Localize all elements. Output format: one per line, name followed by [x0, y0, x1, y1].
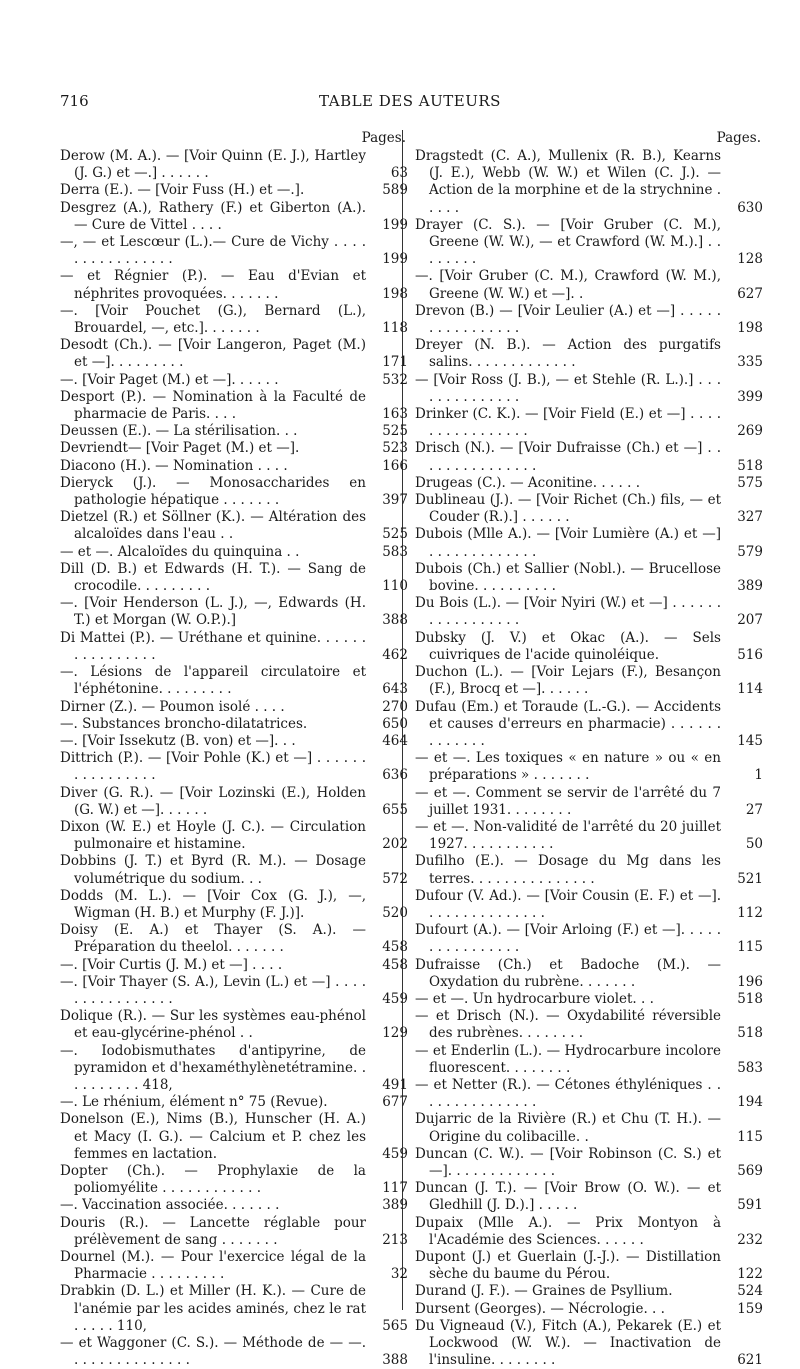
- entry-text: Dieryck (J.). — Monosaccharides en pathologie hépatique . . . . . . .: [60, 474, 366, 509]
- index-entry: [60, 888, 408, 922]
- index-entry: [415, 1043, 763, 1077]
- entry-page-number: 335: [737, 354, 763, 371]
- index-entry: [415, 1283, 763, 1300]
- index-entry: [60, 234, 408, 268]
- index-entry: [415, 1111, 763, 1145]
- entry-page-number: 579: [737, 543, 763, 560]
- entry-text: Dursent (Georges). — Nécrologie. . .: [415, 1300, 665, 1317]
- entry-text: Dragstedt (C. A.), Mullenix (R. B.), Kearns (J. E.), Webb (W. W.) et Wilen (C. J.). — Action de la morphine et de la strychnine . . . . .: [415, 148, 722, 216]
- entry-page-number: 128: [737, 251, 763, 268]
- index-entry: [415, 440, 763, 474]
- entry-text: —. [Voir Paget (M.) et —]. . . . . .: [60, 371, 279, 388]
- entry-text: Dournel (M.). — Pour l'exercice légal de la Pharmacie . . . . . . . . .: [60, 1249, 366, 1283]
- index-entry: [60, 853, 408, 887]
- entry-page-number: 518: [737, 990, 763, 1007]
- index-entry: [415, 475, 763, 492]
- entry-text: Du Vigneaud (V.), Fitch (A.), Pekarek (E.) et Lockwood (W. W.). — Inactivation de l'insuline. . . . . . . .: [415, 1317, 721, 1369]
- index-entry: [60, 785, 408, 819]
- entry-text: Dubsky (J. V.) et Okac (A.). — Sels cuivriques de l'acide quinoléique.: [415, 629, 721, 663]
- entry-page-number: 458: [382, 956, 408, 973]
- entry-page-number: 207: [737, 612, 763, 629]
- entry-page-number: 199: [382, 216, 408, 233]
- entry-text: Dubois (Ch.) et Sallier (Nobl.). — Brucellose bovine. . . . . . . . . .: [415, 560, 721, 595]
- entry-page-number: 270: [382, 698, 408, 715]
- entry-text: Di Mattei (P.). — Uréthane et quinine. . . . . . . . . . . . . . . .: [60, 629, 366, 663]
- entry-text: Deussen (E.). — La stérilisation. . .: [60, 423, 298, 440]
- entry-page-number: 159: [737, 1300, 763, 1317]
- index-entry: [415, 991, 763, 1008]
- entry-page-number: 523: [382, 440, 408, 457]
- entry-page-number: 32: [390, 1266, 408, 1283]
- entry-text: Desodt (Ch.). — [Voir Langeron, Paget (M.) et —]. . . . . . . . .: [60, 337, 366, 371]
- entry-page-number: 399: [737, 388, 763, 405]
- index-entry: [60, 303, 408, 337]
- index-entry: [415, 1301, 763, 1318]
- entry-text: Derra (E.). — [Voir Fuss (H.) et —.].: [60, 182, 305, 199]
- entry-page-number: 112: [737, 904, 763, 921]
- entry-text: —. Lésions de l'appareil circulatoire et l'éphétonine. . . . . . . . .: [60, 664, 366, 698]
- entry-page-number: 269: [737, 423, 763, 440]
- entry-page-number: 213: [382, 1231, 408, 1248]
- index-entry: [415, 1008, 763, 1042]
- index-entry: [415, 526, 763, 560]
- entry-page-number: 569: [737, 1162, 763, 1179]
- index-entry: [415, 1146, 763, 1180]
- entry-text: — et Waggoner (C. S.). — Méthode de — —. . . . . . . . . . . . . . .: [60, 1335, 366, 1369]
- index-entry: [60, 974, 408, 1008]
- entry-page-number: 388: [382, 612, 408, 629]
- entry-text: Dietzel (R.) et Söllner (K.). — Altération des alcaloïdes dans l'eau . .: [60, 509, 366, 543]
- entry-text: Diver (G. R.). — [Voir Lozinski (E.), Holden (G. W.) et —]. . . . . .: [60, 784, 366, 818]
- entry-text: Dupont (J.) et Guerlain (J.-J.). — Distillation sèche du baume du Pérou.: [415, 1249, 721, 1283]
- entry-text: Dopter (Ch.). — Prophylaxie de la poliomyélite . . . . . . . . . . . .: [60, 1162, 366, 1197]
- entry-page-number: 462: [382, 646, 408, 663]
- entry-text: Durand (J. F.). — Graines de Psyllium.: [415, 1283, 673, 1300]
- index-entry: [60, 1043, 408, 1095]
- entry-page-number: 516: [737, 646, 763, 663]
- entry-page-number: 583: [737, 1059, 763, 1076]
- entry-text: Dujarric de la Rivière (R.) et Chu (T. H.). — Origine du colibacille. .: [415, 1111, 721, 1145]
- entry-text: —. Vaccination associée. . . . . . .: [60, 1197, 280, 1214]
- entry-text: Dill (D. B.) et Edwards (H. T.). — Sang de crocodile. . . . . . . . .: [60, 560, 366, 595]
- entry-page-number: 196: [737, 973, 763, 990]
- entry-page-number: 194: [737, 1094, 763, 1111]
- entry-text: Duncan (C. W.). — [Voir Robinson (C. S.) et —]. . . . . . . . . . . . .: [415, 1145, 721, 1179]
- index-entry: [60, 1197, 408, 1214]
- entry-text: Duncan (J. T.). — [Voir Brow (O. W.). — et Gledhill (J. D.).] . . . . .: [415, 1180, 721, 1214]
- index-entry: [415, 1249, 763, 1283]
- entry-page-number: 118: [382, 320, 408, 337]
- entry-text: Dirner (Z.). — Poumon isolé . . . .: [60, 698, 285, 715]
- entry-page-number: 572: [382, 870, 408, 887]
- index-entry: [60, 750, 408, 784]
- entry-page-number: 114: [737, 681, 763, 698]
- entry-page-number: 50: [745, 836, 763, 853]
- index-entry: [60, 1111, 408, 1163]
- entry-page-number: 202: [382, 836, 408, 853]
- pages-column-label: Pages.: [361, 130, 406, 146]
- entry-page-number: 198: [737, 320, 763, 337]
- index-entry: [60, 475, 408, 509]
- entry-page-number: 1: [754, 767, 763, 784]
- index-entry: [60, 423, 408, 440]
- entry-text: Du Bois (L.). — [Voir Nyiri (W.) et —] . . . . . . . . . . . . . . . . .: [415, 595, 721, 629]
- index-entry: [60, 733, 408, 750]
- index-entry: [60, 664, 408, 698]
- entry-page-number: 163: [382, 406, 408, 423]
- index-entry: [415, 406, 763, 440]
- index-entry: [60, 1215, 408, 1249]
- index-entry: [415, 337, 763, 371]
- index-entry: [415, 1318, 763, 1369]
- entry-text: — et —. Les toxiques « en nature » ou « en préparations » . . . . . . .: [415, 750, 721, 784]
- entry-page-number: 464: [382, 732, 408, 749]
- entry-text: Drugeas (C.). — Aconitine. . . . . .: [415, 474, 640, 491]
- entry-page-number: 122: [737, 1266, 763, 1283]
- entry-text: — et Régnier (P.). — Eau d'Evian et néphrites provoquées. . . . . . .: [60, 268, 366, 302]
- entry-text: —. [Voir Curtis (J. M.) et —] . . . .: [60, 956, 283, 973]
- entry-page-number: 518: [737, 457, 763, 474]
- pages-column-label: Pages.: [716, 130, 761, 146]
- entry-page-number: 650: [382, 715, 408, 732]
- entry-page-number: 232: [737, 1231, 763, 1248]
- index-entry: [60, 957, 408, 974]
- entry-page-number: 525: [382, 526, 408, 543]
- index-entry: [60, 922, 408, 956]
- index-entry: [60, 1163, 408, 1197]
- index-entry: [60, 182, 408, 199]
- index-entry: [60, 200, 408, 234]
- entry-text: Douris (R.). — Lancette réglable pour prélèvement de sang . . . . . . .: [60, 1214, 366, 1248]
- entry-text: Diacono (H.). — Nomination . . . .: [60, 457, 288, 474]
- index-entry: [60, 1249, 408, 1283]
- index-entry: [60, 509, 408, 543]
- entry-text: —. [Voir Henderson (L. J.), —, Edwards (H. T.) et Morgan (W. O.P.).]: [60, 595, 366, 629]
- entry-text: Dublineau (J.). — [Voir Richet (Ch.) fils, — et Couder (R.).] . . . . . .: [415, 492, 721, 526]
- entry-page-number: 199: [382, 251, 408, 268]
- index-entry: [60, 1008, 408, 1042]
- index-entry: [60, 1283, 408, 1335]
- entry-text: Desgrez (A.), Rathery (F.) et Giberton (A.). — Cure de Vittel . . . .: [60, 199, 366, 233]
- index-entry: [60, 389, 408, 423]
- entry-page-number: 458: [382, 939, 408, 956]
- column-right: [415, 128, 763, 1369]
- entry-page-number: 389: [382, 1197, 408, 1214]
- entry-text: —. Substances broncho-dilatatrices.: [60, 715, 308, 732]
- entry-text: —. [Voir Issekutz (B. von) et —]. . .: [60, 732, 296, 749]
- entry-page-number: 198: [382, 285, 408, 302]
- index-entry-list: [415, 148, 763, 1369]
- entry-text: Dreyer (N. B.). — Action des purgatifs salins. . . . . . . . . . . . .: [415, 337, 721, 371]
- entry-text: — et —. Non-validité de l'arrêté du 20 juillet 1927. . . . . . . . . . .: [415, 818, 721, 853]
- entry-page-number: 459: [382, 1145, 408, 1162]
- index-entry: [60, 716, 408, 733]
- entry-text: —. [Voir Pouchet (G.), Bernard (L.), Brouardel, —, etc.]. . . . . . .: [60, 302, 366, 337]
- index-entry: [60, 595, 408, 629]
- entry-page-number: 591: [737, 1197, 763, 1214]
- entry-text: — et —. Comment se servir de l'arrêté du 7 juillet 1931. . . . . . . .: [415, 784, 721, 818]
- entry-page-number: 521: [737, 870, 763, 887]
- index-entry: [60, 819, 408, 853]
- entry-page-number: 166: [382, 457, 408, 474]
- index-entry: [415, 699, 763, 751]
- index-entry: [415, 922, 763, 956]
- index-entry: [415, 664, 763, 698]
- entry-text: Dufilho (E.). — Dosage du Mg dans les terres. . . . . . . . . . . . . . .: [415, 853, 721, 887]
- entry-page-number: 621: [737, 1352, 763, 1369]
- entry-text: Dobbins (J. T.) et Byrd (R. M.). — Dosage volumétrique du sodium. . .: [60, 853, 366, 887]
- entry-text: — et Enderlin (L.). — Hydrocarbure incolore fluorescent. . . . . . . .: [415, 1042, 721, 1076]
- entry-text: Desport (P.). — Nomination à la Faculté de pharmacie de Paris. . . .: [60, 388, 366, 423]
- index-entry: [60, 268, 408, 302]
- entry-page-number: 565: [382, 1317, 408, 1334]
- entry-text: Dupaix (Mlle A.). — Prix Montyon à l'Académie des Sciences. . . . . .: [415, 1214, 721, 1248]
- index-entry: [415, 957, 763, 991]
- entry-text: Duchon (L.). — [Voir Lejars (F.), Besançon (F.), Brocq et —]. . . . . .: [415, 664, 721, 698]
- entry-text: —, — et Lescœur (L.).— Cure de Vichy . . . . . . . . . . . . . . . .: [60, 234, 366, 268]
- index-entry: [415, 1180, 763, 1214]
- index-entry: [60, 699, 408, 716]
- entry-page-number: 589: [382, 182, 408, 199]
- entry-text: Drayer (C. S.). — [Voir Gruber (C. M.), Greene (W. W.), — et Crawford (W. M.).] . . . . . . . .: [415, 216, 721, 268]
- entry-page-number: 27: [745, 801, 763, 818]
- entry-text: Dubois (Mlle A.). — [Voir Lumière (A.) et —] . . . . . . . . . . . . .: [415, 526, 721, 560]
- index-entry: [415, 785, 763, 819]
- entry-page-number: 520: [382, 904, 408, 921]
- index-entry: [415, 303, 763, 337]
- entry-text: Donelson (E.), Nims (B.), Hunscher (H. A.) et Macy (I. G.). — Calcium et P. chez les femmes en lactation.: [60, 1111, 366, 1162]
- index-entry: [60, 148, 408, 182]
- entry-text: Dixon (W. E.) et Hoyle (J. C.). — Circulation pulmonaire et histamine.: [60, 818, 366, 853]
- running-header: [60, 92, 760, 114]
- running-title: TABLE DES AUTEURS: [319, 92, 501, 110]
- index-entry: [415, 595, 763, 629]
- entry-text: —. [Voir Gruber (C. M.), Crawford (W. M.), Greene (W. W.) et —]. .: [415, 268, 721, 302]
- entry-text: — et Drisch (N.). — Oxydabilité réversible des rubrènes. . . . . . . .: [415, 1008, 721, 1042]
- entry-page-number: 627: [737, 285, 763, 302]
- entry-page-number: 117: [382, 1180, 408, 1197]
- entry-text: Dufraisse (Ch.) et Badoche (M.). — Oxydation du rubrène. . . . . . .: [415, 956, 721, 990]
- index-entry: [60, 561, 408, 595]
- entry-text: —. [Voir Thayer (S. A.), Levin (L.) et —] . . . . . . . . . . . . . . . .: [60, 973, 366, 1007]
- entry-page-number: 145: [737, 732, 763, 749]
- index-entry: [60, 1094, 408, 1111]
- entry-text: Doisy (E. A.) et Thayer (S. A.). — Préparation du theelol. . . . . . .: [60, 922, 366, 956]
- entry-page-number: 459: [382, 990, 408, 1007]
- entry-page-number: 491: [382, 1076, 408, 1093]
- entry-text: Drinker (C. K.). — [Voir Field (E.) et —] . . . . . . . . . . . . . . . .: [415, 406, 721, 440]
- column-left: [60, 128, 408, 1369]
- entry-page-number: 129: [382, 1025, 408, 1042]
- entry-page-number: 524: [737, 1283, 763, 1300]
- entry-page-number: 388: [382, 1352, 408, 1369]
- index-entry: [415, 217, 763, 269]
- index-entry: [415, 630, 763, 664]
- entry-text: Dittrich (P.). — [Voir Pohle (K.) et —] . . . . . . . . . . . . . . . .: [60, 750, 366, 784]
- entry-text: Drisch (N.). — [Voir Dufraisse (Ch.) et —] . . . . . . . . . . . . . . .: [415, 440, 721, 474]
- entry-page-number: 583: [382, 543, 408, 560]
- index-entry: [415, 750, 763, 784]
- entry-page-number: 655: [382, 801, 408, 818]
- entry-page-number: 677: [382, 1094, 408, 1111]
- entry-text: Devriendt— [Voir Paget (M.) et —].: [60, 440, 300, 457]
- index-entry: [60, 440, 408, 457]
- index-entry: [415, 372, 763, 406]
- index-entry-list: [60, 148, 408, 1369]
- index-entry: [415, 268, 763, 302]
- index-entry: [415, 888, 763, 922]
- entry-page-number: 643: [382, 681, 408, 698]
- entry-text: Drevon (B.) — [Voir Leulier (A.) et —] . . . . . . . . . . . . . . . .: [415, 302, 721, 337]
- entry-text: — et Netter (R.). — Cétones éthyléniques . . . . . . . . . . . . . . .: [415, 1076, 721, 1111]
- entry-page-number: 171: [382, 354, 408, 371]
- index-entry: [60, 544, 408, 561]
- entry-page-number: 389: [737, 578, 763, 595]
- entry-page-number: 532: [382, 371, 408, 388]
- index-entry: [415, 819, 763, 853]
- entry-page-number: 397: [382, 492, 408, 509]
- index-entry: [415, 1077, 763, 1111]
- index-entry: [60, 458, 408, 475]
- index-entry: [415, 1215, 763, 1249]
- entry-text: Dodds (M. L.). — [Voir Cox (G. J.), —, Wigman (H. B.) et Murphy (F. J.)].: [60, 887, 366, 921]
- entry-text: —. Iodobismuthates d'antipyrine, de pyramidon et d'hexaméthylènetétramine. . . . . . . . . . 418,: [60, 1042, 366, 1093]
- entry-text: — [Voir Ross (J. B.), — et Stehle (R. L.).] . . . . . . . . . . . . . .: [415, 371, 721, 405]
- entry-text: —. Le rhénium, élément n° 75 (Revue).: [60, 1094, 328, 1111]
- entry-page-number: 525: [382, 423, 408, 440]
- entry-page-number: 636: [382, 767, 408, 784]
- index-entry: [415, 492, 763, 526]
- index-entry: [415, 853, 763, 887]
- entry-page-number: 575: [737, 474, 763, 491]
- entry-page-number: 115: [737, 1128, 763, 1145]
- page-number: 716: [60, 92, 89, 110]
- entry-text: Derow (M. A.). — [Voir Quinn (E. J.), Hartley (J. G.) et —.] . . . . . .: [60, 148, 366, 182]
- index-entry: [415, 148, 763, 217]
- entry-page-number: 63: [390, 165, 408, 182]
- entry-text: — et —. Alcaloïdes du quinquina . .: [60, 543, 300, 560]
- index-entry: [60, 372, 408, 389]
- entry-text: Dufau (Em.) et Toraude (L.-G.). — Accidents et causes d'erreurs en pharmacie) . . . . . . . . . . . . .: [415, 698, 721, 749]
- entry-text: Dufour (V. Ad.). — [Voir Cousin (E. F.) et —]. . . . . . . . . . . . . . .: [415, 887, 721, 921]
- entry-text: Drabkin (D. L.) et Miller (H. K.). — Cure de l'anémie par les acides aminés, chez le rat . . . . . 110,: [60, 1283, 366, 1334]
- entry-page-number: 518: [737, 1025, 763, 1042]
- entry-page-number: 115: [737, 939, 763, 956]
- entry-page-number: 110: [382, 578, 408, 595]
- entry-page-number: 630: [737, 199, 763, 216]
- index-entry: [60, 337, 408, 371]
- index-entry: [60, 630, 408, 664]
- entry-text: Dufourt (A.). — [Voir Arloing (F.) et —]. . . . . . . . . . . . . . . .: [415, 922, 721, 956]
- index-entry: [60, 1335, 408, 1369]
- entry-text: Dolique (R.). — Sur les systèmes eau-phénol et eau-glycérine-phénol . .: [60, 1008, 366, 1042]
- entry-page-number: 327: [737, 509, 763, 526]
- entry-text: — et —. Un hydrocarbure violet. . .: [415, 990, 654, 1007]
- index-entry: [415, 561, 763, 595]
